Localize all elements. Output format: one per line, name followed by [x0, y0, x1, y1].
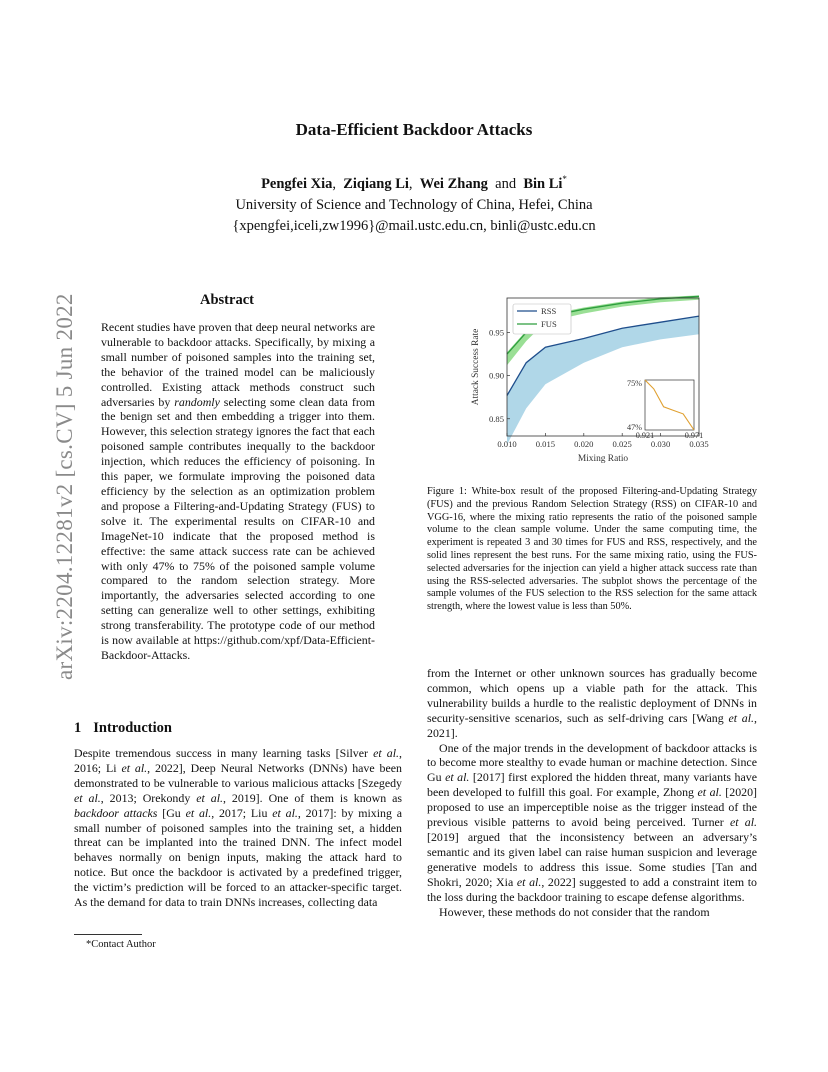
inset-annotation-low: 47% — [626, 423, 642, 432]
x-tick-label: 0.010 — [497, 439, 517, 449]
section-title: Introduction — [93, 720, 172, 736]
paragraph: However, these methods do not consider that the random — [439, 904, 710, 919]
right-column-text — [427, 666, 757, 919]
abstract-part: Recent studies have proven that deep neural networks are vulnerable to backdoor attacks. Specifically, by mixing a small number of poisoned samples into the training set, the behavior of the trained model can be maliciously controlled. Existing attack methods construct such adversaries by — [101, 320, 375, 409]
abstract-heading: Abstract — [200, 292, 254, 308]
x-tick-label: 0.035 — [689, 439, 709, 449]
footnote: *Contact Author — [86, 939, 156, 950]
legend-label-rss: RSS — [541, 306, 557, 316]
x-tick-label: 0.015 — [535, 439, 556, 449]
y-tick-label: 0.95 — [488, 327, 504, 338]
and-word: and — [495, 175, 517, 192]
affiliation: University of Science and Technology of China, Hefei, China — [235, 197, 593, 213]
y-axis-label: Attack Success Rate — [471, 328, 481, 406]
paragraph: from the Internet or other unknown sources has gradually become common, which opens up a viable path for the attack. This vulnerability builds a hurdle to the realistic deployment of DNNs in security-sensitive scenarios, such as self-driving cars [Wang et al., 2021]. — [427, 666, 757, 740]
y-tick-label: 0.85 — [488, 413, 504, 424]
abstract-text — [101, 320, 375, 663]
author-name: Ziqiang Li — [343, 175, 409, 192]
section-number: 1 — [74, 720, 82, 736]
inset-x-tick-label: 0.971 — [684, 431, 704, 440]
abstract-emphasis: randomly — [174, 394, 220, 409]
x-tick-label: 0.020 — [574, 439, 594, 449]
section-heading — [74, 720, 172, 737]
x-axis-label: Mixing Ratio — [577, 454, 629, 464]
intro-paragraph: Despite tremendous success in many learning tasks [Silver et al., 2016; Li et al., 2022], Deep Neural Networks (DNNs) have been demonstrated to be vulnerable to various malicious attacks [Szegedy et al., 2013; Orekondy et al., 2019]. One of them is known as backdoor attacks [Gu et al., 2017; Liu et al., 2017]: by mixing a small number of poisoned samples into the training set, a hidden threat can be implanted into the trained DNN. The infect model behaves normally on benign inputs, making the attack hard to notice. But once the backdoor is activated by a predefined trigger, the victim’s prediction will be forced to an attacker-specific target. As the demand for data to train DNNs increases, collecting data — [74, 746, 403, 910]
author-name: Wei Zhang — [419, 175, 488, 192]
x-tick-label: 0.030 — [650, 439, 671, 449]
figure-caption: Figure 1: White-box result of the proposed Filtering-and-Updating Strategy (FUS) and the previous Random Selection Strategy (RSS) on CIFAR-10 and VGG-16, where the mixing ratio represents the ratio of the poisoned sample volume to the clean sample volume. Under the same computing time, the experiment is repeated 3 and 30 times for FUS and RSS, respectively, and the solid lines represent the best runs. For the same mixing ratio, using the FUS-selected adversaries for the injection can yield a higher attack success rate than using the RSS-selected adversaries. The subplot shows the percentage of the sample volumes of the FUS selection to the RSS selection for the same attack strength, where the lowest value is less than 50%. — [427, 486, 757, 613]
author-name: Bin Li — [523, 175, 563, 192]
arxiv-identifier: arXiv:2204.12281v2 [cs.CV] 5 Jun 2022 — [52, 293, 77, 680]
author-star: * — [562, 174, 567, 184]
footnote-rule — [74, 934, 142, 935]
paragraph: One of the major trends in the development of backdoor attacks is to become more stealthy to evade human or machine detection. Since Gu et al. [2017] first explored the hidden threat, many variants have been developed to fulfill this goal. For example, Zhong et al. [2020] proposed to use an imperceptible noise as the trigger instead of the previous visible patterns to avoid being perceived. Turner et al. [2019] argued that the inconsistency between an adversary’s semantic and its given label can raise human suspicion and leverage generative models to address this issue. Some studies [Tan and Shokri, 2020; Xia et al., 2022] suggested to add a constraint item to the loss during the backdoor training to escape defense algorithms. — [427, 740, 758, 904]
inset-x-tick-label: 0.921 — [635, 431, 655, 440]
author-list: Pengfei Xia, Ziqiang Li, Wei Zhang and Bin Li* — [261, 174, 567, 192]
figure-1-chart — [462, 288, 722, 474]
legend-label-fus: FUS — [541, 319, 557, 329]
author-name: Pengfei Xia — [261, 175, 333, 192]
inset-annotation-high: 75% — [626, 379, 642, 388]
paper-title: Data-Efficient Backdoor Attacks — [295, 120, 533, 139]
email-addresses: {xpengfei,iceli,zw1996}@mail.ustc.edu.cn, binli@ustc.edu.cn — [232, 218, 596, 234]
abstract-part: selecting some clean data from the benign set and then embedding a trigger into them. However, this selection strategy ignores the fact that each poisoned sample contributes inequally to the backdoor injection, which reduces the efficiency of poisoning. In this paper, we formulate improving the poisoned data efficiency by the selection as an optimization problem and propose a Filtering-and-Updating Strategy (FUS) to solve it. The experimental results on CIFAR-10 and ImageNet-10 indicate that the proposed method is effective: the same attack success rate can be achieved with only 47% to 75% of the poisoned sample volume compared to the random selection strategy. More importantly, the adversaries selected according to one setting can generalize well to other settings, exhibiting strong transferability. The prototype code of our method is now available at https://github.com/xpf/Data-Efficient-Backdoor-Attacks. — [101, 394, 375, 662]
x-tick-label: 0.025 — [612, 439, 632, 449]
y-tick-label: 0.90 — [488, 370, 504, 381]
